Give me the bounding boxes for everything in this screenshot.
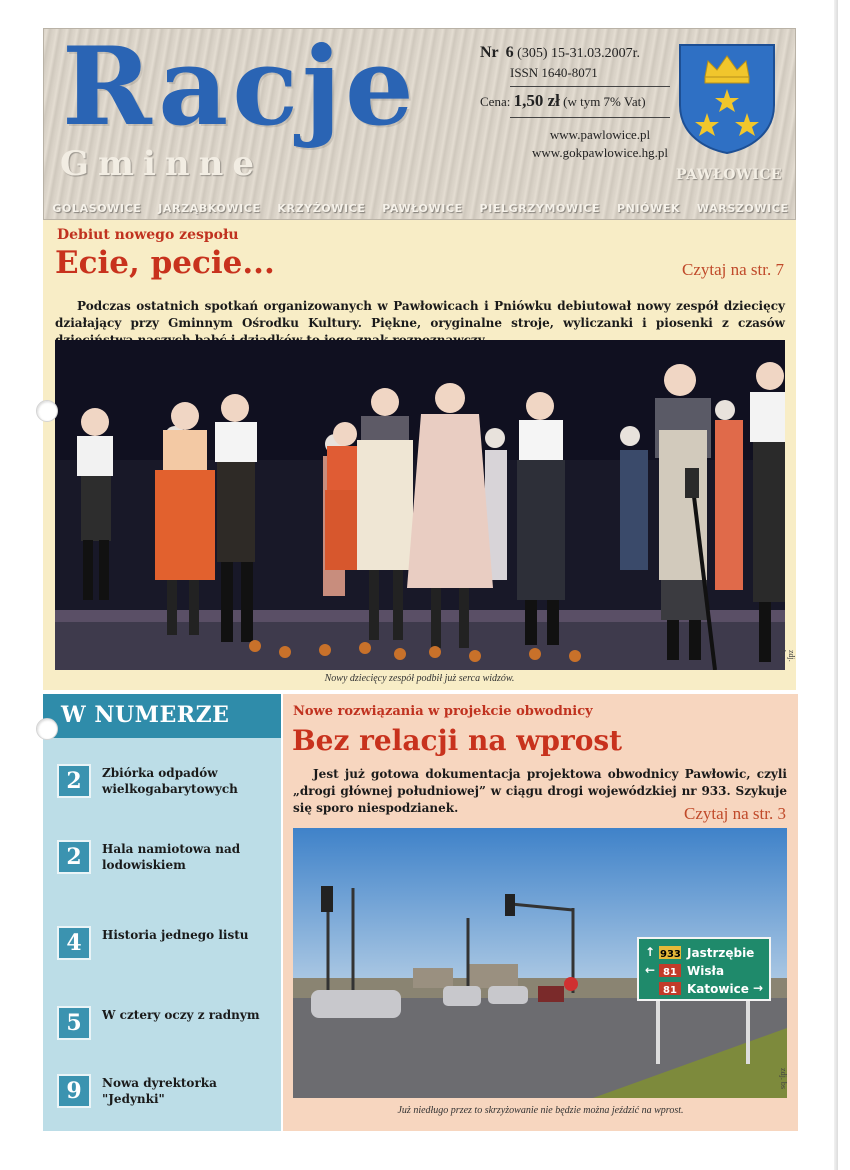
toc-title: Hala namiotowa nad lodowiskiem (102, 842, 241, 872)
masthead (43, 24, 796, 220)
village-name[interactable]: PNIÓWEK (616, 202, 681, 215)
lead-photo-caption: Nowy dziecięcy zespół podbił już serca widzów. (324, 673, 515, 684)
road-sign-road: 81 (663, 967, 677, 978)
second-body-text: Jest już gotowa dokumentacja projektowa obwodnicy Pawłowic, czyli „drogi głównej południowej” w ciągu drogi wojewódzkiej nr 933. Szykuje się sporo niespodzianek. (293, 767, 787, 815)
toc-item[interactable] (57, 1074, 277, 1114)
divider (510, 117, 670, 118)
lead-body-text: Podczas ostatnich spotkań organizowanych w Pawłowicach i Pniówku debiutował nowy zespół dziecięcy działający przy Gminnym Ośrodku Kultury. Piękne, oryginalne stroje, wyliczanki i piosenki z czasów (55, 299, 785, 330)
masthead-subtitle: Gminne (60, 144, 263, 184)
second-read-more-link[interactable]: Czytaj na str. 3 (684, 804, 786, 823)
toc-title: W cztery oczy z radnym (102, 1008, 260, 1022)
second-photo-caption: Już niedługo przez to skrzyżowanie nie będzie można jeździć na wprost. (397, 1105, 684, 1116)
intersection-photo (293, 828, 787, 1098)
road-sign-city: Jastrzębie (687, 946, 755, 960)
price-note: (w tym 7% Vat) (563, 94, 646, 109)
lead-read-more-link[interactable]: Czytaj na str. 7 (682, 260, 784, 279)
village-name[interactable]: PAWŁOWICE (382, 202, 463, 215)
website-link-2[interactable]: www.gokpawlowice.hg.pl (532, 145, 668, 160)
issue-number-line (480, 43, 700, 64)
road-sign-arrow: ↑ (645, 945, 656, 959)
issue-info (480, 43, 700, 162)
punch-hole (36, 400, 58, 422)
toc-page-number: 9 (57, 1074, 91, 1108)
village-name[interactable]: GOLASOWICE (52, 202, 142, 215)
in-this-issue-sidebar (43, 694, 281, 1131)
price-label: Cena: (480, 94, 511, 109)
village-name[interactable]: KRZYŻOWICE (277, 202, 366, 215)
village-name[interactable]: PIELGRZYMOWICE (479, 202, 601, 215)
lead-headline[interactable]: Ecie, pecie... (55, 245, 275, 281)
second-headline[interactable]: Bez relacji na wprost (292, 724, 623, 757)
lead-photo-credit: zdj. bs (778, 650, 796, 662)
website-link-1[interactable]: www.pawlowice.pl (549, 127, 651, 142)
price-value: 1,50 zł (513, 91, 560, 110)
issn: ISSN 1640-8071 (510, 65, 598, 80)
price-line (480, 90, 700, 113)
village-name[interactable]: WARSZOWICE (696, 202, 789, 215)
coat-of-arms-icon (678, 43, 776, 155)
toc-title: Zbiórka odpadów wielkogabarytowych (102, 766, 238, 796)
crest-name: PAWŁOWICE (675, 167, 783, 183)
second-article (283, 694, 798, 1131)
toc-title: Historia jednego listu (102, 928, 249, 942)
toc-item[interactable] (57, 764, 277, 804)
masthead-title: Racje (62, 24, 418, 150)
lead-article (43, 220, 796, 690)
road-sign-city: Wisła (687, 964, 725, 978)
toc-item[interactable] (57, 840, 277, 880)
toc-page-number: 2 (57, 764, 91, 798)
issue-number: 6 (505, 44, 514, 61)
toc-item[interactable] (57, 926, 277, 966)
sidebar-header (43, 694, 281, 738)
lead-kicker: Debiut nowego zespołu (57, 227, 239, 243)
road-sign-arrow: ← (645, 963, 656, 977)
toc-page-number: 5 (57, 1006, 91, 1040)
second-photo-credit: zdj. bs (778, 1068, 788, 1089)
road-sign-road: 933 (660, 949, 681, 960)
road-sign-city: Katowice (687, 982, 749, 996)
sidebar-heading: W NUMERZE (61, 702, 230, 728)
road-sign-road: 81 (663, 985, 677, 996)
toc-title: Nowa dyrektorka "Jedynki" (102, 1076, 217, 1106)
page-edge (834, 0, 838, 1170)
toc-item[interactable] (57, 1006, 277, 1046)
divider (510, 86, 670, 87)
road-sign-arrow: → (753, 981, 764, 995)
issue-detail: (305) 15-31.03.2007r. (517, 46, 641, 61)
villages-strip (44, 202, 797, 215)
village-name[interactable]: JARZĄBKOWICE (158, 202, 261, 215)
toc-page-number: 2 (57, 840, 91, 874)
toc-page-number: 4 (57, 926, 91, 960)
second-kicker: Nowe rozwiązania w projekcie obwodnicy (293, 704, 593, 719)
issue-label: Nr (480, 44, 499, 61)
lead-photo-children-choir (55, 340, 785, 670)
punch-hole (36, 718, 58, 740)
